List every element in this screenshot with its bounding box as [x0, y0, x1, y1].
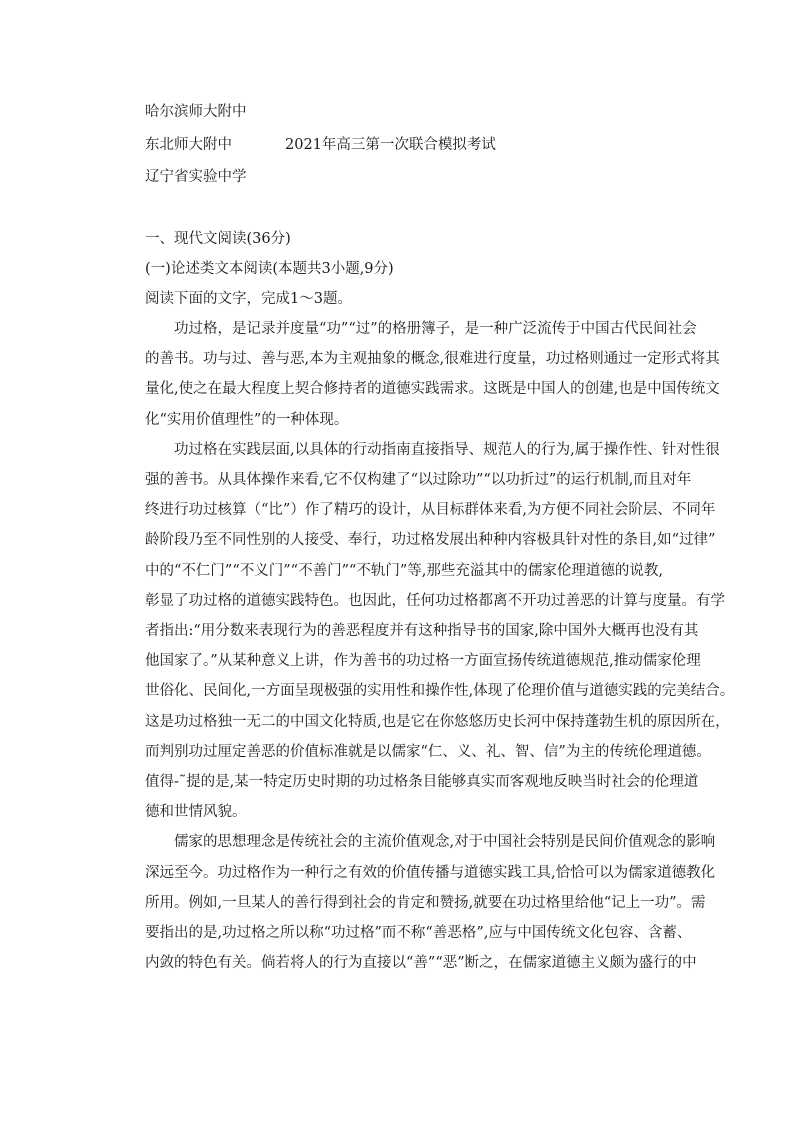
- passage-line: 要指出的是,功过格之所以称“功过格”而不称“善恶格”,应与中国传统文化包容、含蓄、: [145, 925, 692, 941]
- passage-line: 这是功过格独一无二的中国文化特质,也是它在你悠悠历史长河中保持蓬勃生机的原因所在，: [145, 713, 730, 730]
- passage-line: 化“实用价值理性”的一种体现。: [145, 411, 349, 428]
- passage-line: 值得-˜提的是,某一特定历史时期的功过格条目能够真实而客观地反映当时社会的伦理道: [145, 774, 699, 790]
- exam-title: 2021年高三第一次联合模拟考试: [285, 137, 496, 153]
- school-name-1: 哈尔滨师大附中: [145, 104, 247, 120]
- passage-line: 深远至今。功过格作为一种行之有效的价值传播与道德实践工具,恰恰可以为儒家道德教化: [145, 864, 716, 881]
- school-name-2: 东北师大附中: [145, 137, 232, 153]
- school-name-3: 辽宁省实验中学: [145, 169, 247, 185]
- passage-line: 而判别功过厘定善恶的价值标准就是以儒家“仁、义、礼、智、信”为主的传统伦理道德。: [145, 743, 711, 760]
- passage-line: 儒家的思想理念是传统社会的主流价值观念,对于中国社会特别是民间价值观念的影响: [145, 834, 716, 851]
- passage-line: 彰显了功过格的道德实践特色。也因此，任何功过格都离不开功过善恶的计算与度量。有学: [145, 592, 725, 609]
- section-subtitle: (一)论述类文本阅读(本题共3小题,9分): [145, 261, 394, 277]
- section-title: 一、现代文阅读(36分): [145, 231, 291, 247]
- passage-line: 内敛的特色有关。倘若将人的行为直接以“善”“恶”断之，在儒家道德主义颇为盛行的中: [145, 955, 697, 972]
- passage-line: 量化,使之在最大程度上契合修持者的道德实践需求。这既是中国人的创建,也是中国传统文: [145, 381, 720, 398]
- passage-line: 世俗化、民间化,一方面呈现极强的实用性和操作性,体现了伦理价值与道德实践的完美结合。: [145, 683, 735, 700]
- passage-line: 所用。例如,一旦某人的善行得到社会的肯定和赞扬,就要在功过格里给他“记上一功”。需: [145, 894, 706, 911]
- passage-line: 他国家了。”从某种意义上讲，作为善书的功过格一方面宣扬传统道德规范,推动儒家伦理: [145, 653, 701, 670]
- reading-instruction: 阅读下面的文字，完成1～3题。: [145, 291, 352, 307]
- passage-line: 者指出:“用分数来表现行为的善恶程度并有这种指导书的国家,除中国外大概再也没有其: [145, 623, 699, 639]
- passage-line: 功过格，是记录并度量“功”“过”的格册簿子，是一种广泛流传于中国古代民间社会: [145, 321, 697, 337]
- passage-line: 功过格在实践层面,以具体的行动指南直接指导、规范人的行为,属于操作性、针对性很: [145, 441, 720, 458]
- passage-line: 中的“不仁门”“不义门”“不善门”“不轨门”等,那些充溢其中的儒家伦理道德的说教,: [145, 562, 664, 579]
- passage-line: 德和世情风貌。: [145, 804, 247, 821]
- passage-line: 强的善书。从具体操作来看,它不仅构建了“以过除功”“以功折过”的运行机制,而且对年: [145, 472, 692, 488]
- passage-line: 龄阶段乃至不同性别的人接受、奉行，功过格发展出种种内容极具针对性的条目,如“过律”: [145, 532, 716, 549]
- passage-line: 的善书。功与过、善与恶,本为主观抽象的概念,很难进行度量，功过格则通过一定形式将其: [145, 351, 720, 368]
- passage-line: 终进行功过核算（“比”）作了精巧的设计，从目标群体来看,为方便不同社会阶层、不同年: [145, 502, 716, 519]
